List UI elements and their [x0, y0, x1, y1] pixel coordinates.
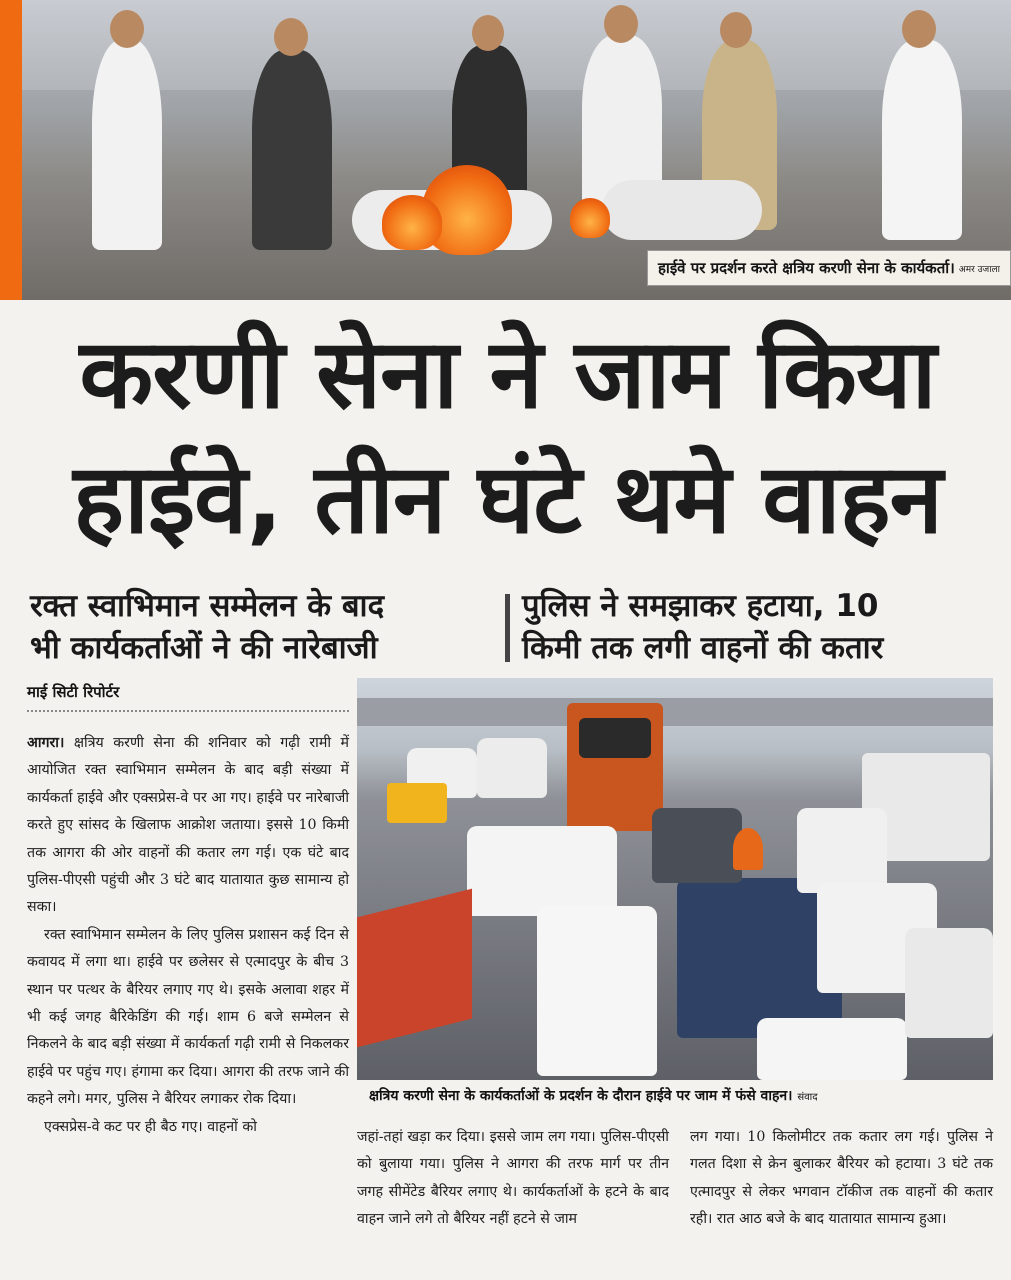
photo-bus-windshield: [579, 718, 651, 758]
photo-figure: [252, 50, 332, 250]
photo-saffron-flag: [733, 828, 763, 870]
photo-car: [467, 826, 617, 916]
subhead-right: [522, 585, 883, 669]
article-paragraph-2: रक्त स्वाभिमान सम्मेलन के लिए पुलिस प्रशासन कई दिन से कवायद में लगा था। हाईवे पर छलेसर से एत्मादपुर के बीच 3 स्थान पर पत्थर के बैरियर लगाए गए थे। इसके अलावा शहर में भी कई जगह बैरिकेडिंग की गई। शाम 6 बजे सम्मेलन से निकलने के बाद बड़ी संख्या में कार्यकर्ता गढ़ी रामी से निकलकर हाईवे पर पहुंच गए। हंगामा कर दिया। आगरा की तरफ जाने की कहने लगे। मगर, पुलिस ने बैरियर लगाकर रोक दिया।: [27, 926, 349, 1108]
article-column-3: [690, 1124, 993, 1234]
photo-car: [757, 1018, 907, 1080]
article-paragraph-1: [27, 730, 349, 922]
article-paragraph-3: एक्सप्रेस-वे कट पर ही बैठ गए। वाहनों को: [44, 1118, 257, 1135]
traffic-photo-caption: [357, 1082, 993, 1110]
article-column-1: [27, 730, 349, 1141]
top-photo-caption-text: हाईवे पर प्रदर्शन करते क्षत्रिय करणी सेना के कार्यकर्ता।: [657, 259, 955, 277]
photo-figure-head: [902, 10, 936, 48]
photo-flyover: [357, 698, 993, 726]
photo-figure-head: [604, 5, 638, 43]
photo-car: [477, 738, 547, 798]
traffic-photo-caption-text: क्षत्रिय करणी सेना के कार्यकर्ताओं के प्रदर्शन के दौरान हाईवे पर जाम में फंसे वाहन।: [369, 1088, 793, 1104]
subhead-left-line-2: भी कार्यकर्ताओं ने की नारेबाजी: [30, 630, 378, 666]
photo-figure-head: [720, 12, 752, 48]
paragraph-1-text: क्षत्रिय करणी सेना की शनिवार को गढ़ी रामी में आयोजित रक्त स्वाभिमान सम्मेलन के बाद बड़ी संख्या में कार्यकर्ता हाईवे और एक्सप्रेस-वे पर आ गए। हाईवे पर नारेबाजी करते हुए सांसद के खिलाफ आक्रोश जताया। इससे 10 किमी तक आगरा की ओर वाहनों की कतार लग गई। एक घंटे बाद पुलिस-पीएसी पहुंची और 3 घंटे बाद यातायात कुछ सामान्य हो सका।: [27, 735, 349, 916]
article-column-2-text: जहां-तहां खड़ा कर दिया। इससे जाम लग गया। पुलिस-पीएसी को बुलाया गया। पुलिस ने आगरा की तरफ मार्ग पर तीन जगह सीमेंटेड बैरियर लगाए थे। कार्यकर्ताओं के हटने के बाद वाहन जाने लगे तो बैरियर नहीं हटने से जाम: [357, 1129, 669, 1228]
article-column-3-text: लग गया। 10 किलोमीटर तक कतार लग गई। पुलिस ने गलत दिशा से क्रेन बुलाकर बैरियर को हटाया। 3 घंटे तक एत्मादपुर से लेकर भगवान टॉकीज तक वाहनों की कतार रही। रात आठ बजे के बाद यातायात सामान्य हुआ।: [690, 1129, 993, 1228]
headline-line-1: करणी सेना ने जाम किया: [79, 318, 936, 430]
photo-saffron-cloth: [382, 195, 442, 250]
photo-figure-head: [274, 18, 308, 56]
subhead-divider: [505, 594, 510, 662]
photo-car: [537, 906, 657, 1076]
photo-prostrate-figure: [602, 180, 762, 240]
subhead-left: [30, 585, 384, 669]
subhead-left-line-1: रक्त स्वाभिमान सम्मेलन के बाद: [30, 588, 385, 624]
subhead-right-line-1: पुलिस ने समझाकर हटाया, 10: [522, 588, 879, 624]
photo-figure: [92, 40, 162, 250]
orange-accent-bar: [0, 0, 22, 300]
top-photo-caption: [647, 250, 1011, 286]
byline: माई सिटी रिपोर्टर: [27, 683, 120, 701]
top-photo-credit: अमर उजाला: [958, 264, 1000, 275]
photo-figure-head: [472, 15, 504, 51]
traffic-jam-photo: [357, 678, 993, 1080]
photo-figure: [882, 40, 962, 240]
photo-figure-head: [110, 10, 144, 48]
traffic-photo-credit: संवाद: [797, 1092, 818, 1103]
photo-car: [652, 808, 742, 883]
photo-car: [797, 808, 887, 893]
photo-car: [905, 928, 993, 1038]
photo-saffron-cloth: [570, 198, 610, 238]
photo-yellow-flag: [387, 783, 447, 823]
dateline: आगरा।: [27, 735, 65, 751]
article-column-2: [357, 1124, 669, 1234]
headline-line-2: हाईवे, तीन घंटे थमे वाहन: [73, 443, 942, 555]
subhead-right-line-2: किमी तक लगी वाहनों की कतार: [522, 630, 884, 666]
photo-red-machine: [357, 889, 472, 1048]
byline-rule: [27, 710, 349, 712]
